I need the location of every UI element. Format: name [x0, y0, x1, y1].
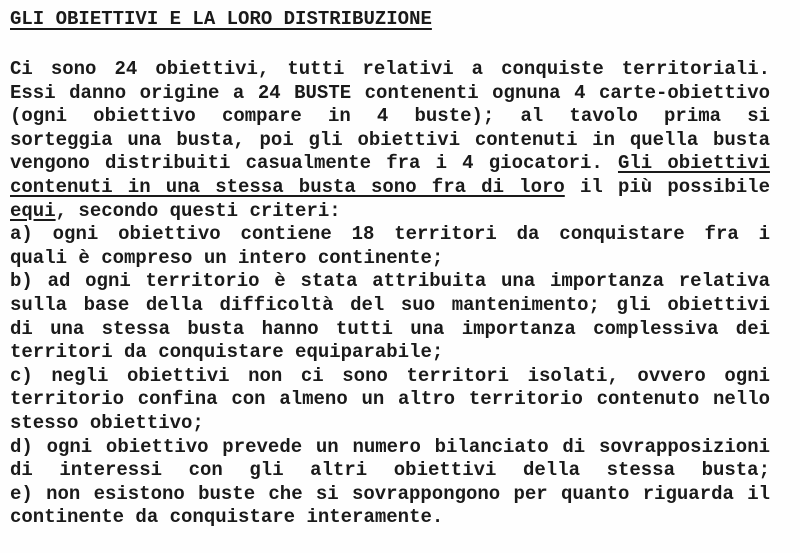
text-line: d) ogni obiettivo prevede un numero bilanciato di sovrapposizioni	[10, 435, 770, 458]
text-line: stesso obiettivo;	[10, 411, 204, 434]
text-line: sulla base della difficoltà del suo mantenimento; gli obiettivi	[10, 293, 770, 316]
text-line: a) ogni obiettivo contiene 18 territori da conquistare fra i	[10, 223, 770, 246]
text-line: Ci sono 24 obiettivi, tutti relativi a conquiste territoriali.	[10, 58, 770, 80]
text-segment: , secondo questi criteri:	[55, 199, 341, 222]
underlined-text: equi	[10, 199, 56, 222]
text-line: continente da conquistare interamente.	[10, 506, 444, 529]
document-title: GLI OBIETTIVI E LA LORO DISTRIBUZIONE	[10, 8, 432, 30]
text-line: (ogni obiettivo compare in 4 buste); al tavolo prima si	[10, 105, 770, 128]
underlined-text: Gli obiettivi	[617, 152, 770, 175]
text-line: quali è compreso un intero continente;	[10, 246, 444, 269]
text-segment: il più possibile	[564, 175, 770, 198]
text-line: c) negli obiettivi non ci sono territori isolati, ovvero ogni	[10, 364, 770, 387]
text-line: di interessi con gli altri obiettivi della stessa busta;	[10, 459, 770, 482]
text-line: territori da conquistare equiparabile;	[10, 341, 444, 364]
text-line: territorio confina con almeno un altro territorio contenuto nello	[10, 388, 770, 411]
text-line	[10, 152, 770, 176]
text-line: b) ad ogni territorio è stata attribuita una importanza relativa	[10, 270, 770, 293]
text-line: sorteggia una busta, poi gli obiettivi contenuti in quella busta	[10, 128, 770, 151]
underlined-text: contenuti in una stessa busta sono fra di loro	[10, 175, 565, 198]
text-line: Essi danno origine a 24 BUSTE contenenti ognuna 4 carte-obiettivo	[10, 81, 770, 104]
text-line	[10, 176, 770, 200]
text-line: di una stessa busta hanno tutti una importanza complessiva dei	[10, 317, 770, 340]
text-line	[10, 200, 770, 224]
text-line: e) non esistono buste che si sovrappongono per quanto riguarda il	[10, 482, 770, 505]
document-body	[10, 58, 786, 530]
text-segment: vengono distribuiti casualmente fra i 4 giocatori.	[10, 152, 603, 175]
